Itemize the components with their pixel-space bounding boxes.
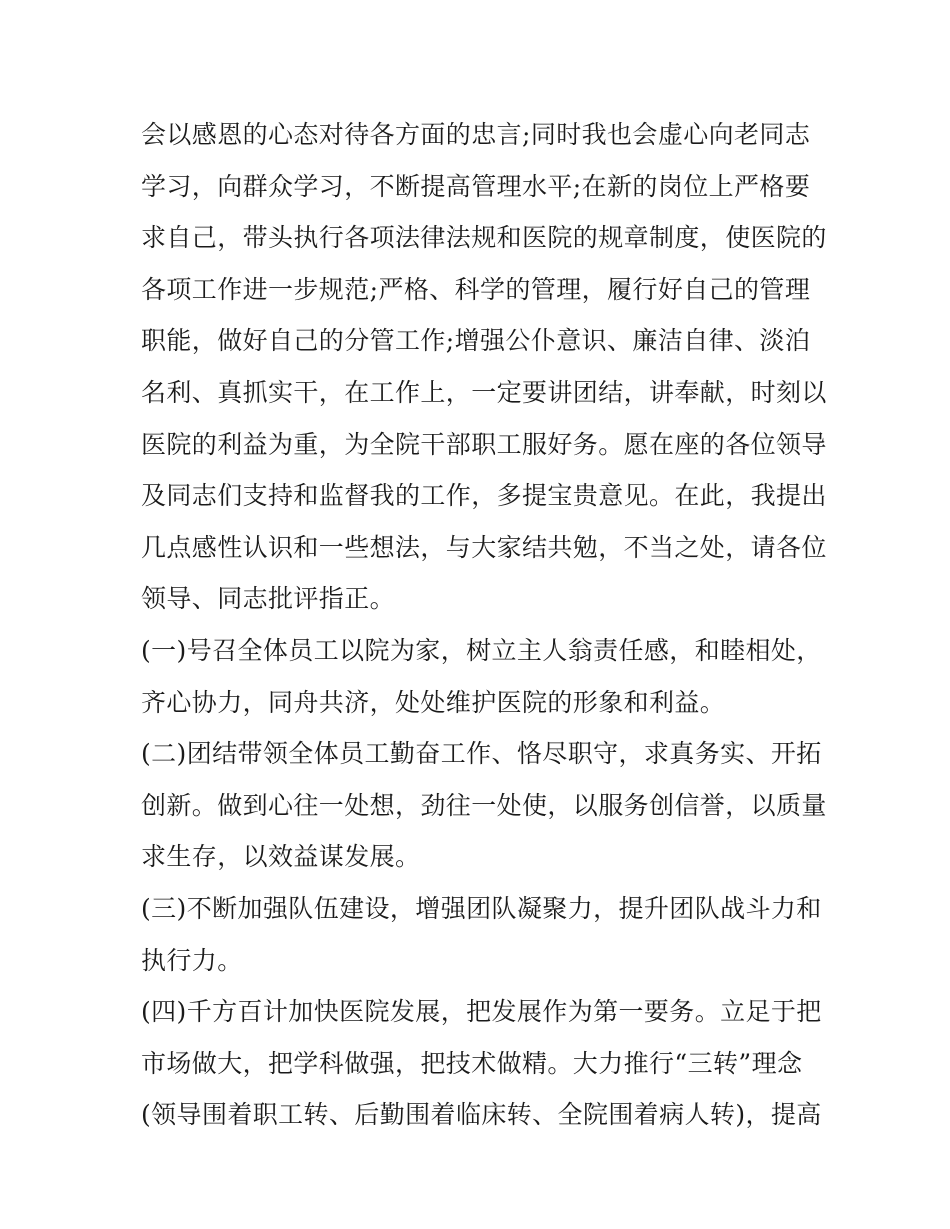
text-line: 市场做大，把学科做强，把技术做精。大力推行“三转”理念 (141, 1048, 803, 1078)
text-line: 会以感恩的心态对待各方面的忠言;同时我也会虚心向老同志 (141, 120, 811, 149)
text-line: 几点感性认识和一些想法，与大家结共勉，不当之处，请各位 (141, 532, 827, 562)
text-line: 及同志们支持和监督我的工作，多提宝贵意见。在此，我提出 (141, 481, 827, 511)
body-text (141, 109, 827, 1141)
text-line: (领导围着职工转、后勤围着临床转、全院围着病人转)，提高 (141, 1100, 822, 1130)
text-line: 求自己，带头执行各项法律法规和医院的规章制度，使医院的 (141, 223, 827, 253)
text-line: 领导、同志批评指正。 (141, 584, 396, 614)
text-line: 学习，向群众学习，不断提高管理水平;在新的岗位上严格要 (141, 171, 811, 201)
text-line: 执行力。 (141, 945, 243, 975)
text-line: 创新。做到心往一处想，劲往一处使，以服务创信誉，以质量 (141, 790, 827, 820)
text-line: 职能，做好自己的分管工作;增强公仆意识、廉洁自律、淡泊 (141, 326, 811, 356)
text-line: 齐心协力，同舟共济，处处维护医院的形象和利益。 (141, 687, 726, 717)
list-item-2: (二)团结带领全体员工勤奋工作、恪尽职守，求真务实、开拓 (141, 739, 822, 769)
text-line: 医院的利益为重，为全院干部职工服好务。愿在座的各位领导 (141, 429, 827, 459)
text-line: 名利、真抓实干，在工作上，一定要讲团结，讲奉献，时刻以 (141, 377, 827, 407)
text-line: 各项工作进一步规范;严格、科学的管理，履行好自己的管理 (141, 274, 811, 304)
list-item-4: (四)千方百计加快医院发展，把发展作为第一要务。立足于把 (141, 997, 822, 1027)
list-item-1: (一)号召全体员工以院为家，树立主人翁责任感，和睦相处， (141, 635, 822, 665)
text-line: 求生存，以效益谋发展。 (141, 842, 421, 872)
list-item-3: (三)不断加强队伍建设，增强团队凝聚力，提升团队战斗力和 (141, 893, 822, 923)
